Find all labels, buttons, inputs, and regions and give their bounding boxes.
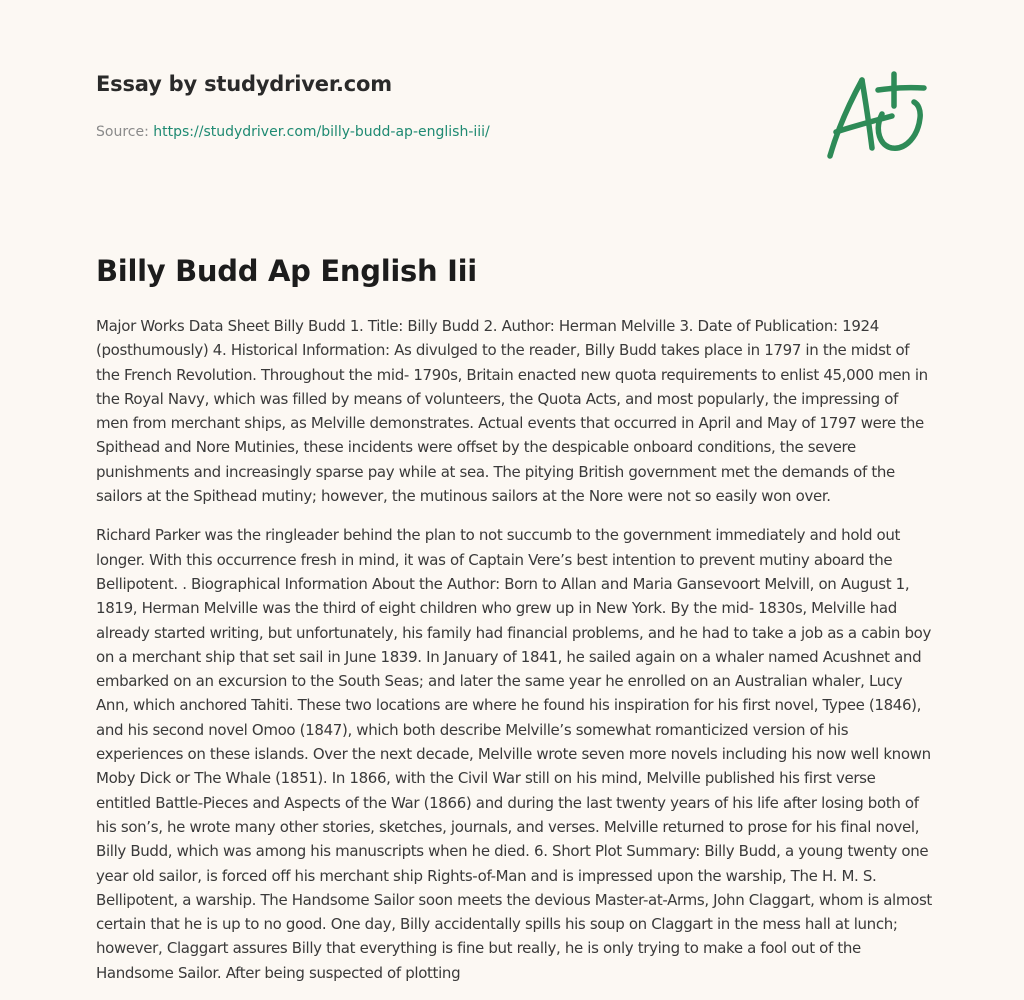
source-label: Source: [96, 124, 154, 140]
a-plus-logo-icon [822, 66, 932, 166]
source-line [96, 124, 816, 140]
essay-title: Billy Budd Ap English Iii [96, 254, 477, 288]
page-header [96, 72, 816, 140]
essay-paragraph: Richard Parker was the ringleader behind the plan to not succumb to the government immediately and hold out longer. With this occurrence fresh in mind, it was of Captain Vere’s best intention to prevent mutiny aboard the Bellipotent. . Biographical Information About the Author: Born to Allan and Maria Gansevoort Melvill, on August 1, 1819, Herman Melville was the third of eight children who grew up in New York. By the mid- 1830s, Melville had already started writing, but unfortunately, his family had financial problems, and he had to take a job as a cabin boy on a merchant ship that set sail in June 1839. In January of 1841, he sailed again on a whaler named Acushnet and embarked on an excursion to the South Seas; and later the same year he enrolled on an Australian whaler, Lucy Ann, which anchored Tahiti. These two locations are where he found his inspiration for his first novel, Typee (1846), and his second novel Omoo (1847), which both describe Melville’s somewhat romanticized version of his experiences on these islands. Over the next decade, Melville wrote seven more novels including his now well known Moby Dick or The Whale (1851). In 1866, with the Civil War still on his mind, Melville published his first verse entitled Battle-Pieces and Aspects of the War (1866) and during the last twenty years of his life after losing both of his son’s, he wrote many other stories, sketches, journals, and verses. Melville returned to prose for his final novel, Billy Budd, which was among his manuscripts when he died. 6. Short Plot Summary: Billy Budd, a young twenty one year old sailor, is forced off his merchant ship Rights-of-Man and is impressed upon the warship, The H. M. S. Bellipotent, a warship. The Handsome Sailor soon meets the devious Master-at-Arms, John Claggart, whom is almost certain that he is up to no good. One day, Billy accidentally spills his soup on Claggart in the mess hall at lunch; however, Claggart assures Billy that everything is fine but really, he is only trying to make a fool out of the Handsome Sailor. After being suspected of plotting [96, 526, 932, 982]
site-brand: Essay by studydriver.com [96, 72, 392, 96]
essay-body [96, 314, 932, 1000]
essay-paragraph: Major Works Data Sheet Billy Budd 1. Title: Billy Budd 2. Author: Herman Melville 3. Date of Publication: 1924 (posthumously) 4. Historical Information: As divulged to the reader, Billy Budd takes place in 1797 in the midst of the French Revolution. Throughout the mid- 1790s, Britain enacted new quota requirements to enlist 45,000 men in the Royal Navy, which was filled by means of volunteers, the Quota Acts, and most popularly, the impressing of men from merchant ships, as Melville demonstrates. Actual events that occurred in April and May of 1797 were the Spithead and Nore Mutinies, these incidents were offset by the despicable onboard conditions, the severe punishments and increasingly sparse pay while at sea. The pitying British government met the demands of the sailors at the Spithead mutiny; however, the mutinous sailors at the Nore were not so easily won over. [96, 317, 928, 506]
source-link[interactable]: https://studydriver.com/billy-budd-ap-english-iii/ [153, 124, 490, 140]
